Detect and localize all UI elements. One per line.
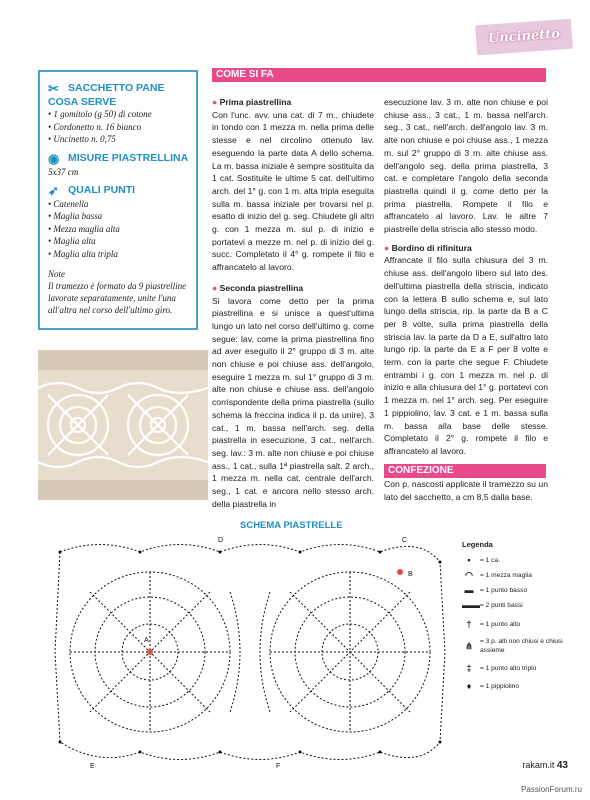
triple-crochet-icon: ‡ [466,662,472,673]
legend-item: • = 1 ca. [462,553,572,568]
seconda-piastrellina-heading: ● Seconda piastrellina [212,282,374,295]
list-item: • Maglia bassa [48,210,190,223]
schema-title: SCHEMA PIASTRELLE [240,520,343,531]
instructions-col-2 [384,96,548,458]
two-single-crochet-icon: ▬▬ [462,600,480,610]
crochet-schema-diagram [40,532,460,772]
schema-letter-e: E [90,763,95,770]
misure-value: 5x37 cm [48,166,79,177]
list-item: • 1 gomitolo (g 50) di cotone [48,108,190,121]
brand-text: Uncinetto [487,26,561,47]
watermark: PassionForum.ru [521,785,582,794]
sacchetto-title: SACCHETTO PANE [68,82,165,94]
schema-letter-c: C [402,537,408,544]
legend-item: ◠ = 1 mezza maglia [462,568,572,583]
list-item: • Cordonetto n. 16 bianco [48,121,190,134]
list-item: • Catenella [48,198,190,211]
picot-icon: ♦ [466,681,472,691]
lace-image [38,350,208,500]
confezione-text: Con p. nascosti applicate il tramezzo su un lato del sacchetto, a cm 8,5 dalla base. [384,479,548,502]
schema-letter-a: A [144,637,149,644]
confezione-heading: CONFEZIONE [384,464,546,478]
legend-title: Legenda [462,540,493,549]
stitch-list [48,198,190,261]
list-item: • Uncinetto n. 0,75 [48,133,190,146]
tape-measure-icon: ◉ [48,150,60,166]
schema-letter-d: D [218,537,224,544]
misure-title: MISURE PIASTRELLINA [68,151,189,164]
punti-heading [48,184,190,198]
materials-list [48,108,190,146]
materials-box [38,70,198,330]
page-number: 43 [556,760,568,771]
legend-item: † = 1 punto alto [462,613,572,635]
list-item: • Maglia alta tripla [48,248,190,261]
legend-item: ♦ = 1 pippiolino [462,679,572,694]
sacchetto-heading [48,82,190,96]
legend [462,540,572,694]
chain-icon: • [467,555,471,565]
legend-item: ▬ = 1 punto basso [462,583,572,598]
slip-stitch-icon: ◠ [465,570,473,580]
bordino-text: Affrancate il filo sulla chiusura del 3 m. chiuse ass. dell'angolo libero sul lato des. dell'ultima piastrella della striscia, indicato con la lettera B sullo schema e, sul lato lungo della striscia, rip. la parte da B a C per 8 volte, sulla prima piastrella della striscia lav. la parte da D a E, sull'altro lato lungo rip. la parte da E a F per 8 volte e term. con la parte che segue F. Chiudete entrambi i g. con 1 mezza m. nel p. di inizio e alla chiusura del 1° g. portatevi con 1 mezza m. nel 1° arch. seg. Per eseguire 1 pippiolino, lav. 3 cat. e 1 m. bassa sulla m. bassa alla base delle stesse. Completato il 2° g. rompete il filo e affrancatelo al lavoro. [384,255,548,456]
schema-letter-f: F [276,763,281,770]
misure-heading [48,152,190,166]
seconda-piastrellina-text: Si lavora come detto per la prima piastrellina e si unisce a quest'ultima lungo un lato nel corso dell'ultimo g. come segue: lav. come la prima piastrellina fino ad aver eseguito il 2° gruppo di 3 m. alte non chiuse e poi chiuse ass. dell'angolo, eseguire 1 mezza m. sul 1° gruppo di 3 m. alte non chiuse e chiuse ass. dell'angolo corrispondente della prima piastrella (sullo schema la freccina indica il p. da unire), 3 cat., 1 m. bassa nell'arch. seg. della piastrella in esecuzione, 3 cat., nell'arch. seg. lav.: 3 m. alte non chiuse e poi chiuse ass., 1 cat., sulla 1ª piastrella salt. 2 arch., 1 mezza m. nella cat. centrale dell'arch. seg., 1 cat. e ancora nello stesso arch. della piastrella in [212,295,374,509]
note-label: Note [48,269,65,279]
needle-thread-icon: ➶ [48,182,59,198]
section-brand-label [475,19,573,56]
instructions-col-1 [212,96,374,511]
schema-letter-b: B [408,571,413,578]
list-item: • Maglia alta [48,235,190,248]
prima-piastrellina-heading: ● Prima piastrellina [212,96,374,109]
scissors-icon: ✂ [48,81,59,96]
page-footer [522,760,568,771]
punti-title: QUALI PUNTI [68,183,136,196]
lace-photo [38,350,208,500]
legend-item: ⋔ = 3 p. alti non chiusi e chiusi assieme [462,635,572,657]
note-text: Il tramezzo è formato da 9 piastrelline lavorate separatamente, unite l'una all'altra nel corso dell'ultimo giro. [48,281,187,315]
prima-piastrellina-text: Con l'unc. avv. una cat. di 7 m., chiudete in tondo con 1 mezza m. nella prima delle stesse e nel circolino ottenuto lav. eseguendo la parte data A dello schema. La m. bassa iniziale è sempre sostituita da 1 cat. Sostituite le ultime 5 cat. dell'ultimo arch. del 1° g. con 1 m. alta tripla eseguita sulla m. bassa iniziale per trovarsi nel p. esatto di inizio del g. seg. Chiudete gli altri g. con 1 mezza m. sul p. di inizio e portatevi a mezze m. nel p. di inizio del g. succ. Completato il 4° g. rompete il filo e affrancatelo al lavoro. [212,109,374,273]
double-crochet-icon: † [466,618,472,629]
cosa-serve-heading: COSA SERVE [48,96,117,108]
come-si-fa-heading: COME SI FA [212,68,546,82]
list-item: • Mezza maglia alta [48,223,190,236]
cluster-icon: ⋔ [465,640,473,651]
bordino-heading: ● Bordino di rifinitura [384,242,548,255]
footer-site: rakam.it [522,760,555,770]
single-crochet-icon: ▬ [464,585,474,595]
seconda-piastrellina-cont: esecuzione lav. 3 m. alte non chiuse e poi chiuse ass., 3 cat., 1 m. bassa nell'arch. seg., 3 cat., nell'arch. dell'angolo lav. 3 m. alte non chiuse e poi chiuse ass., 1 mezza m. sul 2° gruppo di 3 m. alte chiuse ass. dell'angolo seg. della prima piastrella, 3 cat. e completare l'angolo della seconda piastrella quindi il g. come detto per la prima piastrella. Rompete il filo e affrancatelo al lavoro. Lav. le altre 7 piastrelle della striscia allo stesso modo. [384,97,548,235]
legend-item: ‡ = 1 punto alto triplo [462,657,572,679]
legend-item: ▬▬ = 2 punti bassi [462,600,523,610]
